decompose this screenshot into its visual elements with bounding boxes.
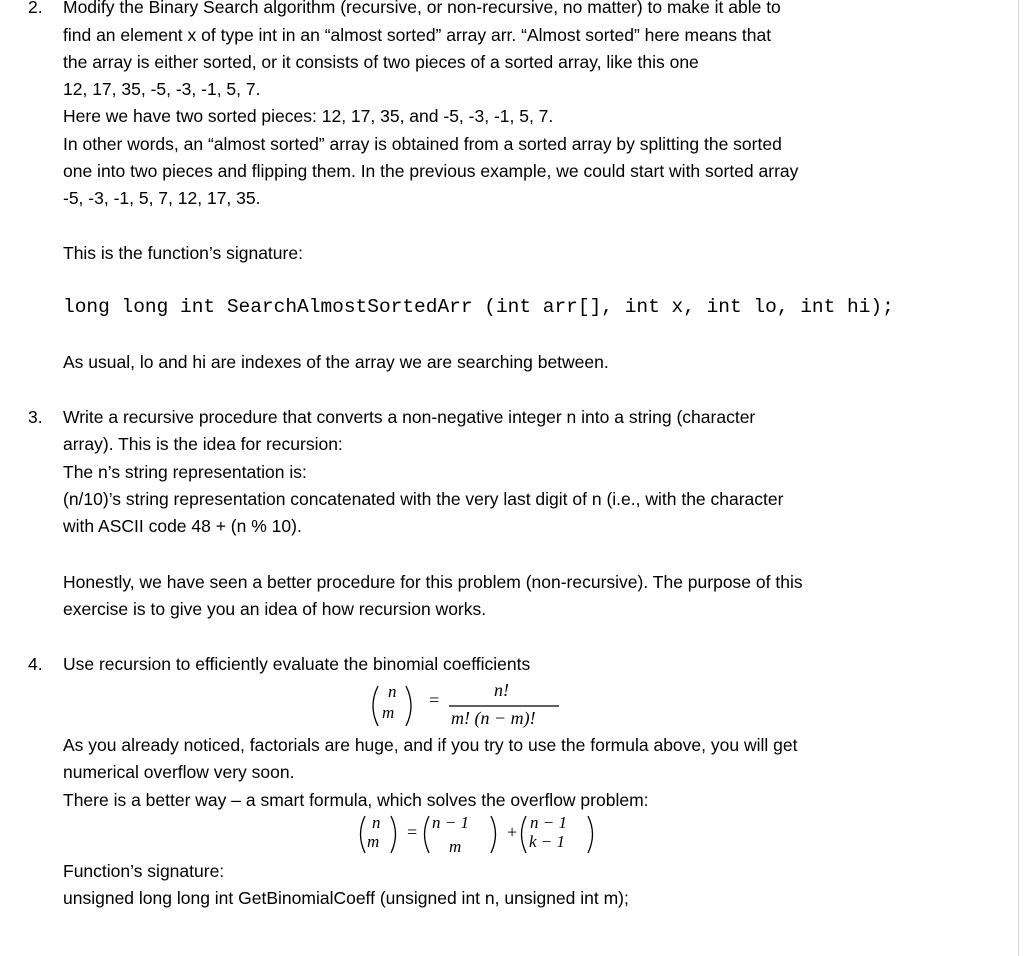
item-2-note: As usual, lo and hi are indexes of the array we are searching between. [63,352,609,372]
recurrence-term-2-top: n − 1 [530,813,567,832]
function-signature-label: Function’s signature: [63,861,225,881]
item-3-line-1: Write a recursive procedure that converts a non-negative integer n into a string (character [63,407,756,427]
formula-1-denominator: m! (n − m)! [451,708,536,728]
item-2-number: 2. [28,0,43,17]
recurrence-term-1-top: n − 1 [432,813,469,832]
item-3-line-5: with ASCII code 48 + (n % 10). [63,516,302,536]
item-2-line-1: Modify the Binary Search algorithm (recursive, or non-recursive, no matter) to make it able to [63,0,781,17]
item-2-line-4: 12, 17, 35, -5, -3, -1, 5, 7. [63,79,261,99]
item-2-line-6: In other words, an “almost sorted” array is obtained from a sorted array by splitting the sorted [63,134,782,154]
formula-1-numerator: n! [494,680,509,700]
item-3-para2-line-1: Honestly, we have seen a better procedure for this problem (non-recursive). The purpose of this [63,572,803,592]
search-signature-code: long long int SearchAlmostSortedArr (int arr[], int x, int lo, int hi); [63,296,894,318]
signature-intro: This is the function’s signature: [63,243,303,263]
formula-2-plus: + [507,822,518,842]
binomial-bottom-m: m [382,703,395,722]
item-3-line-2: array). This is the idea for recursion: [63,434,343,454]
recurrence-lhs-top-n: n [372,813,381,832]
item-2-line-5: Here we have two sorted pieces: 12, 17, 35, and -5, -3, -1, 5, 7. [63,106,554,126]
item-4-line-2: numerical overflow very soon. [63,762,295,782]
page-right-border [1018,0,1019,956]
recurrence-formula [350,812,610,862]
binomial-signature: unsigned long long int GetBinomialCoeff (unsigned int n, unsigned int m); [63,888,629,908]
item-3-para2-line-2: exercise is to give you an idea of how recursion works. [63,599,487,619]
item-2-line-2: find an element x of type int in an “almost sorted” array arr. “Almost sorted” here means that [63,25,772,45]
recurrence-term-2-bottom: k − 1 [529,832,566,851]
item-4-line-1: As you already noticed, factorials are huge, and if you try to use the formula above, you will get [63,735,798,755]
formula-2-equals: = [407,822,418,842]
formula-1-equals: = [429,690,440,710]
binomial-top-n: n [388,682,397,701]
item-3-line-3: The n’s string representation is: [63,462,307,482]
recurrence-term-1-bottom: m [449,837,462,856]
item-3-line-4: (n/10)’s string representation concatenated with the very last digit of n (i.e., with the character [63,489,784,509]
item-2-line-7: one into two pieces and flipping them. In the previous example, we could start with sorted array [63,161,799,181]
item-4-line-3: There is a better way – a smart formula, which solves the overflow problem: [63,790,649,810]
item-2-line-3: the array is either sorted, or it consists of two pieces of a sorted array, like this one [63,52,699,72]
item-3-number: 3. [28,407,43,427]
recurrence-lhs-bottom-m: m [367,832,380,851]
item-4-intro: Use recursion to efficiently evaluate the binomial coefficients [63,654,531,674]
item-4-number: 4. [28,654,43,674]
item-2-line-8: -5, -3, -1, 5, 7, 12, 17, 35. [63,188,261,208]
